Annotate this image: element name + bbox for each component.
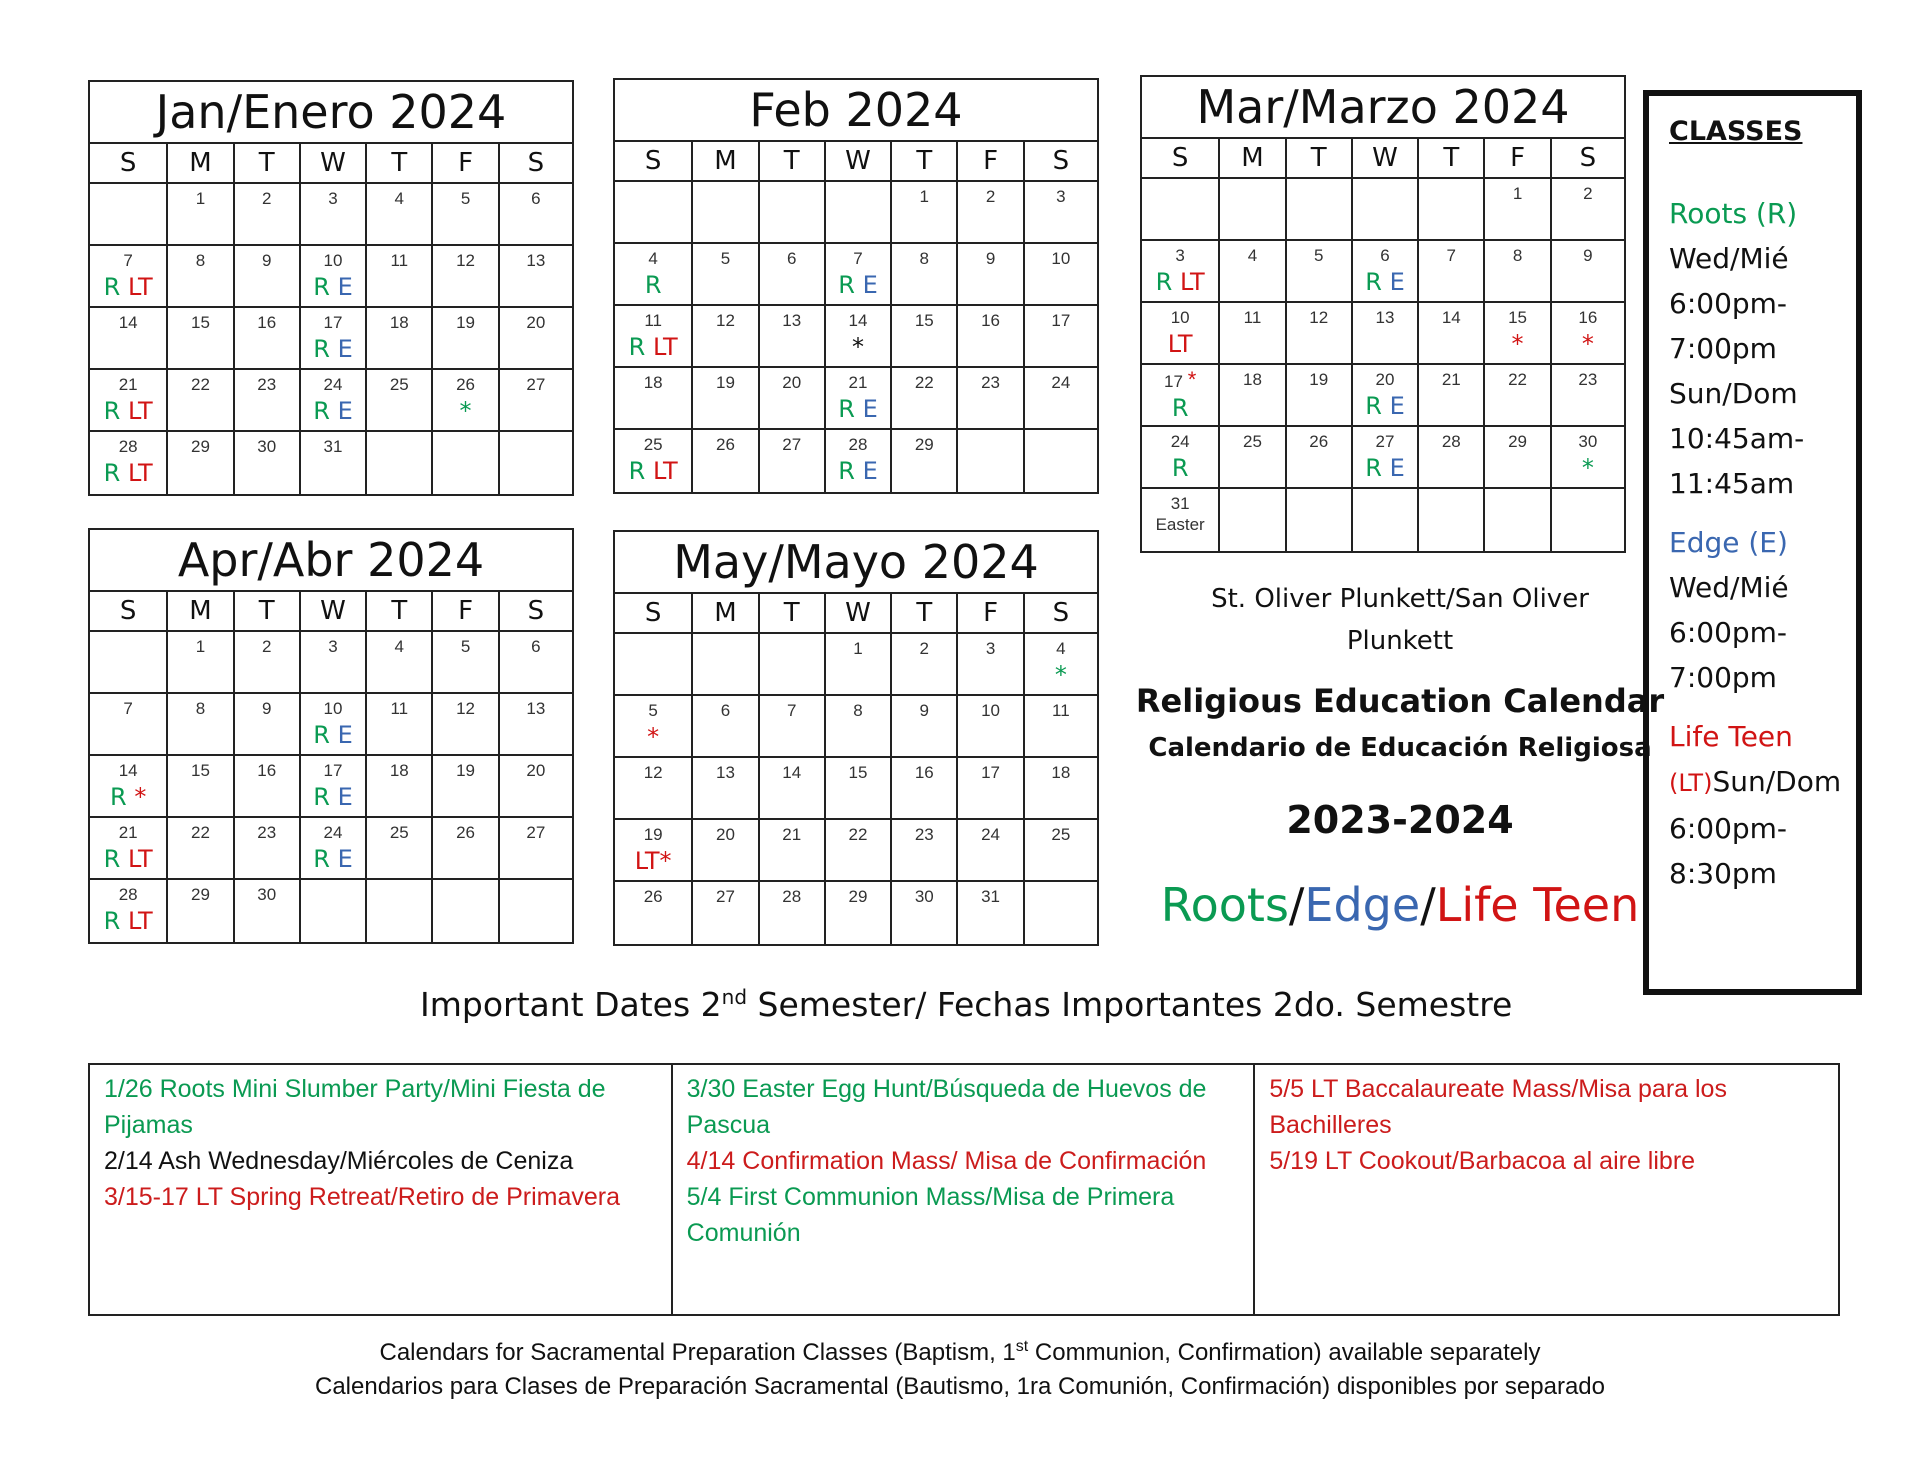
day-cell: 31 (958, 882, 1024, 944)
weekday-header: M (168, 144, 234, 184)
day-cell: 14 (760, 758, 826, 820)
day-cell: 8 (1485, 241, 1551, 303)
day-cell: 3 (301, 632, 367, 694)
day-cell: 16 (892, 758, 958, 820)
day-cell: 29 (1485, 427, 1551, 489)
calendar-title: May/Mayo 2024 (615, 532, 1097, 594)
day-cell: 19 LT* (615, 820, 693, 882)
day-cell (1552, 489, 1624, 551)
day-cell: 9 (1552, 241, 1624, 303)
day-cell: 26 (615, 882, 693, 944)
day-cell: 15 (892, 306, 958, 368)
day-cell: 28 R E (826, 430, 892, 492)
lifeteen-label: Life Teen (1669, 720, 1793, 753)
heading-superscript: nd (721, 985, 748, 1009)
weekday-header: S (1552, 139, 1624, 179)
day-cell: 31 (301, 432, 367, 494)
day-cell (1419, 489, 1485, 551)
day-cell: 1 (168, 184, 234, 246)
day-cell: 12 (433, 694, 499, 756)
day-cell: 26 (693, 430, 759, 492)
day-cell: 13 (760, 306, 826, 368)
heading-text: Important Dates 2 (420, 985, 722, 1024)
weekday-header: W (301, 144, 367, 184)
day-cell: 26 (1287, 427, 1353, 489)
footer-text: Calendars for Sacramental Preparation Classes (Baptism, 1 (379, 1339, 1016, 1366)
day-cell: 23 (892, 820, 958, 882)
day-cell: 5 (433, 184, 499, 246)
day-cell: 19 (433, 308, 499, 370)
day-cell: 21 R E (826, 368, 892, 430)
day-cell: 16 (235, 308, 301, 370)
day-cell (1025, 882, 1097, 944)
weekday-header: T (892, 142, 958, 182)
day-cell: 30 (235, 880, 301, 942)
weekday-header: S (90, 144, 168, 184)
weekday-header: T (892, 594, 958, 634)
day-cell: 5 (433, 632, 499, 694)
edge-line: 7:00pm (1669, 661, 1777, 694)
day-cell: 27 (500, 818, 572, 880)
important-dates-column (673, 1065, 1256, 1314)
day-cell: 14 (1419, 303, 1485, 365)
weekday-header: F (958, 142, 1024, 182)
important-date-item: 2/14 Ash Wednesday/Miércoles de Ceniza (104, 1147, 574, 1175)
weekday-header: T (235, 144, 301, 184)
day-cell: 8 (168, 694, 234, 756)
day-cell: 6 (693, 696, 759, 758)
day-cell: 17 R E (301, 308, 367, 370)
parish-name (1130, 578, 1670, 662)
day-cell (760, 182, 826, 244)
day-cell: 19 (433, 756, 499, 818)
day-cell: 19 (693, 368, 759, 430)
important-dates-heading (420, 985, 1512, 1024)
day-cell (500, 432, 572, 494)
weekday-header: S (90, 592, 168, 632)
weekday-header: T (367, 144, 433, 184)
weekday-header: T (235, 592, 301, 632)
day-cell: 2 (958, 182, 1024, 244)
day-cell: 26 * (433, 370, 499, 432)
day-cell: 25 (367, 370, 433, 432)
edge-label: Edge (E) (1669, 526, 1788, 559)
calendar-march (1140, 75, 1626, 553)
day-cell: 8 (892, 244, 958, 306)
day-cell: 3 (1025, 182, 1097, 244)
day-cell: 16 * (1552, 303, 1624, 365)
calendar-title: Feb 2024 (615, 80, 1097, 142)
day-cell (367, 880, 433, 942)
footer-note-es: Calendarios para Clases de Preparación Sacramental (Bautismo, 1ra Comunión, Confirmación) disponibles por separado (315, 1373, 1605, 1400)
roots-line: Wed/Mié (1669, 242, 1789, 275)
day-cell: 21 (1419, 365, 1485, 427)
day-cell: 18 (367, 756, 433, 818)
parish-name-line: St. Oliver Plunkett/San Oliver (1211, 584, 1589, 614)
calendar-may (613, 530, 1099, 946)
day-cell: 2 (235, 632, 301, 694)
classes-heading: CLASSES (1669, 116, 1803, 147)
weekday-header: F (1485, 139, 1551, 179)
day-cell: 19 (1287, 365, 1353, 427)
day-cell: 23 (1552, 365, 1624, 427)
day-cell (1353, 489, 1419, 551)
footer-superscript: st (1015, 1338, 1029, 1355)
day-cell (760, 634, 826, 696)
day-cell: 13 (500, 694, 572, 756)
day-cell: 10 LT (1142, 303, 1220, 365)
weekday-header: S (615, 142, 693, 182)
day-cell: 2 (1552, 179, 1624, 241)
important-dates-column (1255, 1065, 1838, 1314)
program-lifeteen: Life Teen (1435, 878, 1640, 932)
day-cell: 12 (433, 246, 499, 308)
program-names (1130, 878, 1670, 932)
day-cell (1142, 179, 1220, 241)
day-cell: 21 (760, 820, 826, 882)
weekday-header: F (433, 144, 499, 184)
day-cell: 24 R (1142, 427, 1220, 489)
program-separator: / (1288, 878, 1305, 932)
day-cell: 5 (1287, 241, 1353, 303)
day-cell (615, 182, 693, 244)
day-cell: 28 R LT (90, 880, 168, 942)
day-cell: 12 (693, 306, 759, 368)
day-cell: 7 (1419, 241, 1485, 303)
day-cell: 13 (1353, 303, 1419, 365)
day-cell: 7 (90, 694, 168, 756)
calendar-title: Mar/Marzo 2024 (1142, 77, 1624, 139)
weekday-header: S (1025, 142, 1097, 182)
day-cell: 14 (90, 308, 168, 370)
day-cell: 23 (958, 368, 1024, 430)
day-cell (1287, 179, 1353, 241)
day-cell: 7 R LT (90, 246, 168, 308)
day-cell: 11 (1220, 303, 1286, 365)
important-date-item: 4/14 Confirmation Mass/ Misa de Confirmación (686, 1147, 1207, 1175)
day-cell: 9 (235, 694, 301, 756)
calendar-february (613, 78, 1099, 494)
day-cell: 20 R E (1353, 365, 1419, 427)
day-cell: 24 (1025, 368, 1097, 430)
day-cell: 4 R (615, 244, 693, 306)
important-date-item: 3/30 Easter Egg Hunt/Búsqueda de Huevos de Pascua (686, 1075, 1207, 1139)
day-cell: 16 (235, 756, 301, 818)
day-cell: 3 (958, 634, 1024, 696)
lifeteen-line: 8:30pm (1669, 857, 1777, 890)
day-cell: 17 (958, 758, 1024, 820)
day-cell (90, 632, 168, 694)
day-cell (693, 182, 759, 244)
day-cell: 24 R E (301, 370, 367, 432)
day-cell: 22 (168, 370, 234, 432)
easter-label: Easter (1155, 515, 1205, 534)
day-cell: 20 (760, 368, 826, 430)
day-cell: 12 (615, 758, 693, 820)
day-cell: 29 (826, 882, 892, 944)
day-cell: 8 (168, 246, 234, 308)
weekday-header: T (1419, 139, 1485, 179)
day-cell: 10 (958, 696, 1024, 758)
important-date-item: 5/4 First Communion Mass/Misa de Primera Comunión (686, 1183, 1175, 1247)
day-cell: 6 (500, 184, 572, 246)
day-cell: 28 (760, 882, 826, 944)
day-cell: 24 R E (301, 818, 367, 880)
day-cell: 12 (1287, 303, 1353, 365)
day-cell: 2 (892, 634, 958, 696)
day-cell: 22 (168, 818, 234, 880)
calendar-title: Jan/Enero 2024 (90, 82, 572, 144)
day-cell (1220, 489, 1286, 551)
lifeteen-class-group (1669, 714, 1856, 896)
heading-text: Semester/ Fechas Importantes 2do. Semestre (747, 985, 1513, 1024)
day-cell (1220, 179, 1286, 241)
day-cell: 4 * (1025, 634, 1097, 696)
day-cell: 1 (168, 632, 234, 694)
roots-class-group (1669, 191, 1856, 506)
day-cell: 29 (168, 432, 234, 494)
day-cell: 15 (168, 308, 234, 370)
day-cell (1353, 179, 1419, 241)
weekday-header: F (433, 592, 499, 632)
day-cell: 10 (1025, 244, 1097, 306)
school-year: 2023-2024 (1286, 798, 1514, 842)
edge-line: Wed/Mié (1669, 571, 1789, 604)
day-cell: 27 (693, 882, 759, 944)
day-cell: 11 (367, 246, 433, 308)
day-cell: 4 (367, 632, 433, 694)
weekday-header: W (826, 594, 892, 634)
day-cell: 9 (235, 246, 301, 308)
important-date-item: 5/5 LT Baccalaureate Mass/Misa para los Bachilleres (1269, 1075, 1727, 1139)
day-cell: 25 (367, 818, 433, 880)
calendar-january (88, 80, 574, 496)
roots-line: 11:45am (1669, 467, 1795, 500)
day-cell: 27 (500, 370, 572, 432)
footer-note-en (0, 1338, 1920, 1367)
day-cell: 3 R LT (1142, 241, 1220, 303)
day-cell: 23 (235, 370, 301, 432)
day-cell: 26 (433, 818, 499, 880)
day-cell: 30 * (1552, 427, 1624, 489)
weekday-header: M (168, 592, 234, 632)
day-cell: 29 (892, 430, 958, 492)
program-roots: Roots (1160, 878, 1289, 932)
day-cell: 2 (235, 184, 301, 246)
weekday-header: T (367, 592, 433, 632)
weekday-header: S (1025, 594, 1097, 634)
day-cell: 15 * (1485, 303, 1551, 365)
day-cell (826, 182, 892, 244)
day-cell: 25 (1025, 820, 1097, 882)
day-cell: 8 (826, 696, 892, 758)
important-date-item: 1/26 Roots Mini Slumber Party/Mini Fiesta de Pijamas (104, 1075, 606, 1139)
day-cell (500, 880, 572, 942)
important-date-item: 3/15-17 LT Spring Retreat/Retiro de Primavera (104, 1183, 620, 1211)
program-separator: / (1420, 878, 1436, 932)
calendar-april (88, 528, 574, 944)
weekday-header: W (1353, 139, 1419, 179)
day-cell: 10 R E (301, 694, 367, 756)
weekday-header: S (1142, 139, 1220, 179)
day-cell: 14 * (826, 306, 892, 368)
important-date-item: 5/19 LT Cookout/Barbacoa al aire libre (1269, 1147, 1696, 1175)
weekday-header: T (1287, 139, 1353, 179)
program-edge: Edge (1304, 878, 1421, 932)
weekday-header: S (500, 144, 572, 184)
day-cell (433, 432, 499, 494)
roots-line: 7:00pm (1669, 332, 1777, 365)
day-cell: 27 R E (1353, 427, 1419, 489)
day-cell: 11 R LT (615, 306, 693, 368)
weekday-header: F (958, 594, 1024, 634)
day-cell: 20 (693, 820, 759, 882)
day-cell: 9 (958, 244, 1024, 306)
day-cell: 18 (1220, 365, 1286, 427)
roots-line: Sun/Dom (1669, 377, 1798, 410)
day-cell (1419, 179, 1485, 241)
day-cell (367, 432, 433, 494)
weekday-header: W (826, 142, 892, 182)
day-cell: 30 (235, 432, 301, 494)
day-cell (90, 184, 168, 246)
day-cell: 4 (1220, 241, 1286, 303)
day-cell: 29 (168, 880, 234, 942)
day-cell: 21 R LT (90, 818, 168, 880)
day-cell (433, 880, 499, 942)
day-cell: 22 (1485, 365, 1551, 427)
footer-text: Communion, Confirmation) available separately (1028, 1339, 1541, 1366)
day-cell: 15 (168, 756, 234, 818)
roots-label: Roots (R) (1669, 197, 1798, 230)
day-cell: 24 (958, 820, 1024, 882)
classes-panel (1643, 90, 1862, 995)
day-cell: 17 R E (301, 756, 367, 818)
lifeteen-line: 6:00pm- (1669, 812, 1788, 845)
day-cell: 21 R LT (90, 370, 168, 432)
day-cell (693, 634, 759, 696)
day-cell: 6 R E (1353, 241, 1419, 303)
day-cell: 7 (760, 696, 826, 758)
day-cell: 28 R LT (90, 432, 168, 494)
calendar-title: Apr/Abr 2024 (90, 530, 572, 592)
important-dates-column (90, 1065, 673, 1314)
page-title: Religious Education Calendar (1135, 682, 1665, 720)
day-cell: 20 (500, 756, 572, 818)
day-cell: 23 (235, 818, 301, 880)
day-cell: 17 (1025, 306, 1097, 368)
lifeteen-prefix: (LT) (1669, 769, 1713, 797)
weekday-header: M (693, 594, 759, 634)
day-cell: 1 (1485, 179, 1551, 241)
day-cell: 6 (500, 632, 572, 694)
day-cell (301, 880, 367, 942)
edge-line: 6:00pm- (1669, 616, 1788, 649)
day-cell: 16 (958, 306, 1024, 368)
page-subtitle: Calendario de Educación Religiosa (1148, 733, 1652, 763)
day-cell: 22 (826, 820, 892, 882)
day-cell: 7 R E (826, 244, 892, 306)
lifeteen-day: Sun/Dom (1712, 765, 1842, 798)
day-cell: 22 (892, 368, 958, 430)
lifeteen-line (1669, 759, 1856, 806)
day-cell: 6 (760, 244, 826, 306)
day-cell (1287, 489, 1353, 551)
day-cell: 17 * R (1142, 365, 1220, 427)
day-cell: 11 (1025, 696, 1097, 758)
weekday-header: W (301, 592, 367, 632)
day-cell: 30 (892, 882, 958, 944)
day-cell (1025, 430, 1097, 492)
day-cell: 10 R E (301, 246, 367, 308)
day-cell: 9 (892, 696, 958, 758)
day-cell (615, 634, 693, 696)
day-cell: 14 R * (90, 756, 168, 818)
day-cell: 4 (367, 184, 433, 246)
day-cell: 25 R LT (615, 430, 693, 492)
weekday-header: M (1220, 139, 1286, 179)
edge-class-group (1669, 520, 1856, 700)
day-cell: 20 (500, 308, 572, 370)
weekday-header: T (760, 594, 826, 634)
roots-line: 6:00pm- (1669, 287, 1788, 320)
weekday-header: T (760, 142, 826, 182)
day-cell: 13 (693, 758, 759, 820)
weekday-header: S (500, 592, 572, 632)
important-dates-table (88, 1063, 1840, 1316)
day-cell: 15 (826, 758, 892, 820)
roots-line: 10:45am- (1669, 422, 1805, 455)
day-cell: 11 (367, 694, 433, 756)
day-cell: 3 (301, 184, 367, 246)
day-cell: 25 (1220, 427, 1286, 489)
day-cell: 18 (615, 368, 693, 430)
day-cell: 27 (760, 430, 826, 492)
day-cell (1485, 489, 1551, 551)
day-cell: 1 (826, 634, 892, 696)
parish-name-line: Plunkett (1346, 626, 1454, 656)
day-cell: 5 * (615, 696, 693, 758)
day-cell: 18 (1025, 758, 1097, 820)
weekday-header: M (693, 142, 759, 182)
weekday-header: S (615, 594, 693, 634)
day-cell: 1 (892, 182, 958, 244)
day-cell: 5 (693, 244, 759, 306)
day-cell: 13 (500, 246, 572, 308)
day-cell: 18 (367, 308, 433, 370)
day-cell: 31 Easter (1142, 489, 1220, 551)
day-cell (958, 430, 1024, 492)
day-cell: 28 (1419, 427, 1485, 489)
